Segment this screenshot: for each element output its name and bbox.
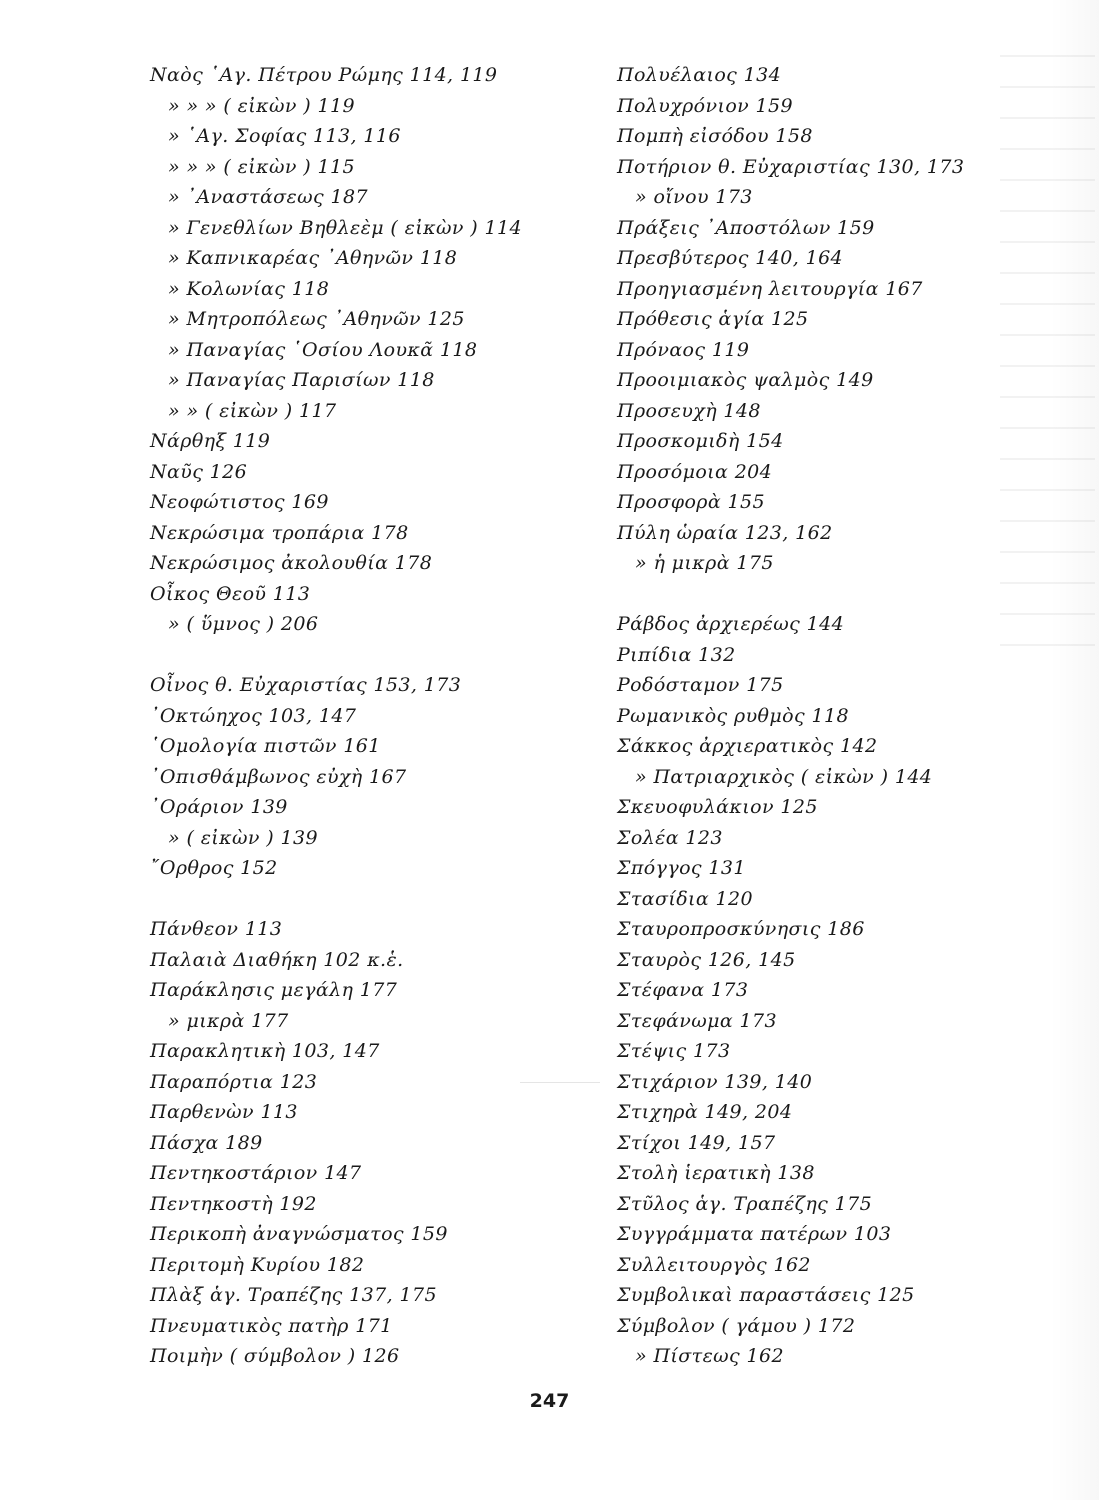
index-entry: Πολυέλαιος 134 — [617, 64, 782, 86]
index-entry: Ράβδος ἀρχιερέως 144 — [617, 613, 845, 635]
index-entry: Σολέα 123 — [617, 826, 723, 849]
index-entry: Σπόγγος 131 — [617, 857, 746, 879]
index-entry: Πρόναος 119 — [617, 338, 750, 361]
index-entry: Πάσχα 189 — [150, 1131, 263, 1154]
index-entry: Νεκρώσιμα τροπάρια 178 — [150, 521, 409, 544]
index-entry: Πνευματικὸς πατὴρ 171 — [150, 1314, 393, 1337]
index-entry: » Μητροπόλεως ᾿Αθηνῶν 125 — [168, 308, 465, 330]
index-gap — [150, 884, 570, 915]
index-entry: ᾿Οκτώηχος 103, 147 — [150, 704, 357, 727]
index-entry: Νεκρώσιμος ἀκολουθία 178 — [150, 552, 433, 574]
index-entry: » ᾿Αναστάσεως 187 — [168, 186, 368, 208]
index-entry: Ποιμὴν ( σύμβολον ) 126 — [150, 1345, 400, 1367]
index-entry: Πλὰξ ἁγ. Τραπέζης 137, 175 — [150, 1284, 437, 1306]
index-entry: Σάκκος ἀρχιερατικὸς 142 — [617, 735, 878, 757]
index-entry: Σκευοφυλάκιον 125 — [617, 796, 818, 818]
index-entry: Ροδόσταμον 175 — [617, 674, 784, 696]
index-entry: » » » ( εἰκὼν ) 119 — [168, 94, 355, 117]
index-entry: Στέψις 173 — [617, 1040, 731, 1062]
index-entry: Στιχηρὰ 149, 204 — [617, 1101, 793, 1123]
index-entry: Ναῦς 126 — [150, 460, 248, 483]
index-entry: Περιτομὴ Κυρίου 182 — [150, 1253, 365, 1276]
index-entry: » Παναγίας ῾Οσίου Λουκᾶ 118 — [168, 338, 478, 361]
index-entry: Προσφορὰ 155 — [617, 491, 765, 513]
page-number: 247 — [529, 1390, 570, 1412]
index-entry: » μικρὰ 177 — [168, 1009, 289, 1032]
index-entry: Σύμβολον ( γάμου ) 172 — [617, 1314, 856, 1337]
index-entry: » Καπνικαρέας ᾿Αθηνῶν 118 — [168, 247, 458, 269]
index-entry: » Παναγίας Παρισίων 118 — [168, 369, 435, 391]
index-entry: Προοιμιακὸς ψαλμὸς 149 — [617, 369, 874, 391]
index-entry: Πρεσβύτερος 140, 164 — [617, 247, 844, 269]
index-entry: » οἴνου 173 — [635, 186, 753, 208]
index-column-left — [150, 60, 570, 1372]
index-gap — [617, 579, 1037, 610]
index-entry: Στιχάριον 139, 140 — [617, 1070, 813, 1093]
index-entry: Πεντηκοστὴ 192 — [150, 1192, 317, 1215]
index-entry: Πάνθεον 113 — [150, 918, 283, 940]
index-entry: » » ( εἰκὼν ) 117 — [168, 399, 337, 422]
index-entry: Στολὴ ἱερατικὴ 138 — [617, 1162, 815, 1184]
index-entry: » Γενεθλίων Βηθλεὲμ ( εἰκὼν ) 114 — [168, 216, 522, 239]
index-entry: Συλλειτουργὸς 162 — [617, 1253, 811, 1276]
index-entry: Περικοπὴ ἀναγνώσματος 159 — [150, 1223, 448, 1245]
index-entry: Πύλη ὡραία 123, 162 — [617, 521, 833, 544]
index-entry: Στέφανα 173 — [617, 979, 749, 1001]
index-entry: Νάρθηξ 119 — [150, 430, 271, 452]
index-entry: Πεντηκοστάριον 147 — [150, 1162, 362, 1184]
index-entry: Νεοφώτιστος 169 — [150, 491, 329, 513]
index-entry: ῾Ομολογία πιστῶν 161 — [150, 735, 381, 757]
index-entry: ᾿Οπισθάμβωνος εὐχὴ 167 — [150, 765, 407, 788]
index-entry: » ( ὕμνος ) 206 — [168, 613, 319, 635]
index-entry: » » » ( εἰκὼν ) 115 — [168, 155, 355, 178]
index-entry: Στασίδια 120 — [617, 887, 754, 910]
index-entry: Πολυχρόνιον 159 — [617, 94, 794, 117]
index-entry: Παράκλησις μεγάλη 177 — [150, 979, 398, 1001]
index-entry: Προηγιασμένη λειτουργία 167 — [617, 277, 923, 300]
index-entry: Στῦλος ἁγ. Τραπέζης 175 — [617, 1192, 873, 1215]
index-entry: Ρωμανικὸς ρυθμὸς 118 — [617, 704, 849, 727]
index-entry: Παρακλητικὴ 103, 147 — [150, 1040, 380, 1062]
index-entry: » Κολωνίας 118 — [168, 277, 330, 300]
index-entry: Ποτήριον θ. Εὐχαριστίας 130, 173 — [617, 155, 965, 178]
index-entry: Οἶνος θ. Εὐχαριστίας 153, 173 — [150, 674, 462, 696]
index-entry: Συγγράμματα πατέρων 103 — [617, 1223, 892, 1245]
index-entry: Σταυρὸς 126, 145 — [617, 948, 796, 971]
index-entry: Προσευχὴ 148 — [617, 399, 761, 422]
index-entry: Παραπόρτια 123 — [150, 1070, 318, 1093]
index-entry: » ἡ μικρὰ 175 — [635, 552, 774, 574]
index-entry: Ριπίδια 132 — [617, 643, 736, 666]
index-entry: Προσκομιδὴ 154 — [617, 430, 784, 452]
index-entry: Σταυροπροσκύνησις 186 — [617, 918, 865, 940]
index-entry: Πρόθεσις ἁγία 125 — [617, 308, 809, 330]
index-gap — [150, 640, 570, 671]
index-entry: » ῾Αγ. Σοφίας 113, 116 — [168, 125, 401, 147]
index-entry: » Πίστεως 162 — [635, 1345, 784, 1367]
index-entry: Πράξεις ᾿Αποστόλων 159 — [617, 216, 875, 239]
index-column-right — [617, 60, 1037, 1372]
index-entry: ῎Ορθρος 152 — [150, 857, 278, 879]
index-entry: Στεφάνωμα 173 — [617, 1009, 778, 1032]
index-entry: Ναὸς ῾Αγ. Πέτρου Ρώμης 114, 119 — [150, 64, 498, 86]
index-entry: » ( εἰκὼν ) 139 — [168, 826, 319, 849]
index-entry: Οἶκος Θεοῦ 113 — [150, 582, 311, 605]
index-entry: ᾿Οράριον 139 — [150, 796, 288, 818]
index-entry: Συμβολικαὶ παραστάσεις 125 — [617, 1284, 915, 1306]
index-entry: Πομπὴ εἰσόδου 158 — [617, 125, 813, 147]
index-entry: » Πατριαρχικὸς ( εἰκὼν ) 144 — [635, 765, 933, 788]
index-entry: Προσόμοια 204 — [617, 460, 773, 483]
index-entry: Στίχοι 149, 157 — [617, 1131, 776, 1154]
index-entry: Παρθενὼν 113 — [150, 1101, 298, 1123]
index-entry: Παλαιὰ Διαθήκη 102 κ.ἑ. — [150, 948, 404, 971]
